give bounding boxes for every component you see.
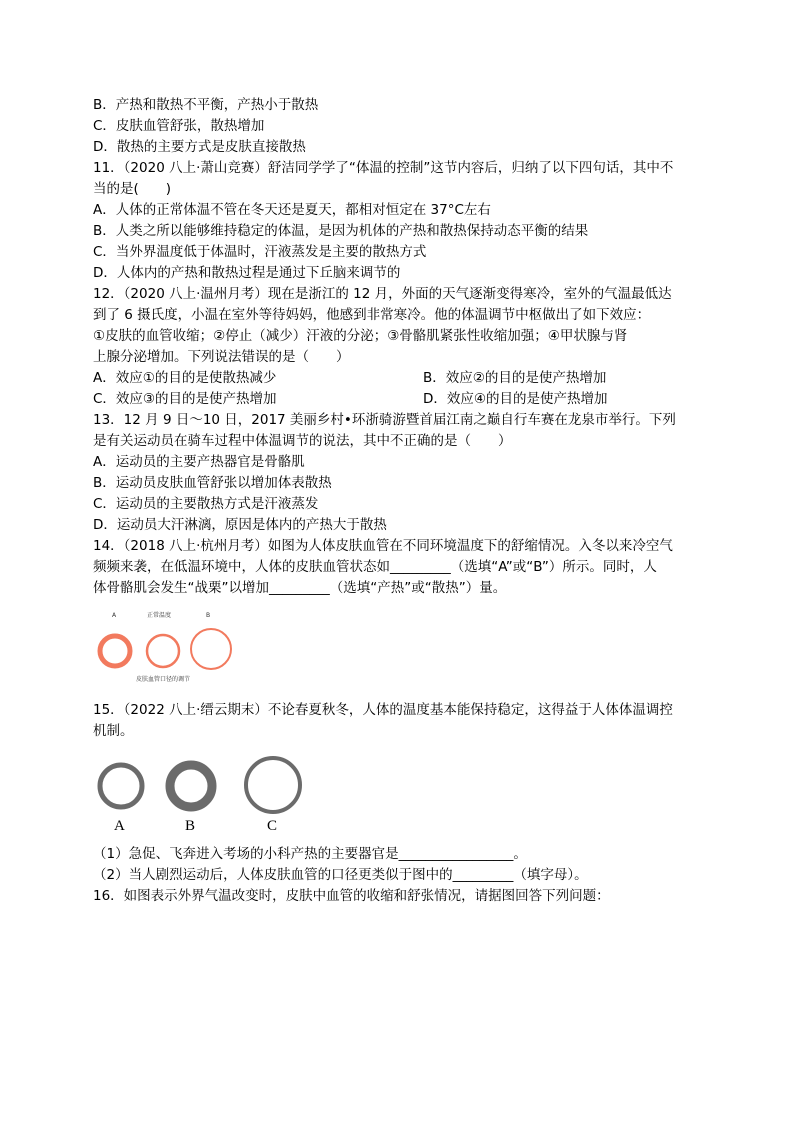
q13-stem-line1: 13．12 月 9 日～10 日，2017 美丽乡村•环浙骑游暨首届江南之巅自行车赛在龙泉市举行。下列 (93, 412, 676, 428)
q11-option-c: C．当外界温度低于体温时，汗液蒸发是主要的散热方式 (93, 244, 427, 260)
q15-stem-line2: 机制。 (93, 723, 134, 739)
q10-option-c: C．皮肤血管舒张，散热增加 (93, 118, 265, 134)
constricted-vessel-ring (100, 636, 130, 666)
q13-option-a: A．运动员的主要产热器官是骨骼肌 (93, 454, 305, 470)
q12-options-row1 (93, 368, 705, 389)
vessel-ring-b (170, 765, 212, 807)
q14-stem-line2: 频频来袭，在低温环境中，人体的皮肤血管状态如_________（选填“A”或“B”）所示。同时，人 (93, 559, 657, 575)
dilated-vessel-ring (191, 629, 231, 669)
q16-stem: 16．如图表示外界气温改变时，皮肤中血管的收缩和舒张情况，请据图回答下列问题： (93, 888, 610, 904)
q10-option-b: B．产热和散热不平衡，产热小于散热 (93, 97, 319, 113)
q12-option-b: B．效应②的目的是使产热增加 (423, 370, 607, 386)
q14-stem-line3: 体骨骼肌会发生“战栗”以增加_________（选填“产热”或“散热”）量。 (93, 580, 507, 596)
vessel-label-a: A (114, 818, 125, 834)
q12-option-c: C．效应③的目的是使产热增加 (93, 391, 277, 407)
q13-stem-line2: 是有关运动员在骑车过程中体温调节的说法，其中不正确的是（ ） (93, 433, 512, 449)
q12-option-d: D．效应④的目的是使产热增加 (423, 391, 608, 407)
q13-option-c: C．运动员的主要散热方式是汗液蒸发 (93, 496, 319, 512)
q11-stem-line1: 11．（2020 八上·萧山竞赛）舒洁同学学了“体温的控制”这节内容后，归纳了以下四句话，其中不 (93, 160, 674, 176)
figure-label-normal: 正常温度 (147, 612, 172, 619)
blood-vessel-diameter-figure (93, 608, 243, 690)
figure-caption: 皮肤血管口径的调节 (136, 676, 191, 683)
q12-stem-line2: 到了 6 摄氏度，小温在室外等待妈妈，他感到非常寒冷。他的体温调节中枢做出了如下效应： (93, 307, 651, 323)
q12-stem-line1: 12．（2020 八上·温州月考）现在是浙江的 12 月，外面的天气逐渐变得寒冷，室外的气温最低达 (93, 286, 672, 302)
figure-label-b: B (206, 612, 211, 619)
vessel-ring-c (246, 758, 300, 812)
figure-label-a: A (112, 612, 117, 619)
q12-stem-line3: ①皮肤的血管收缩；②停止（减少）汗液的分泌；③骨骼肌紧张性收缩加强；④甲状腺与肾 (93, 328, 628, 344)
q13-option-b: B．运动员皮肤血管舒张以增加体表散热 (93, 475, 332, 491)
q11-stem-line2: 当的是( ) (93, 181, 172, 197)
q11-option-d: D．人体内的产热和散热过程是通过下丘脑来调节的 (93, 265, 401, 281)
q12-stem-line4: 上腺分泌增加。下列说法错误的是（ ） (93, 349, 350, 365)
q15-sub2: （2）当人剧烈运动后，人体皮肤血管的口径更类似于图中的_________（填字母）。 (93, 867, 588, 883)
q11-option-b: B．人类之所以能够维持稳定的体温，是因为机体的产热和散热保持动态平衡的结果 (93, 223, 589, 239)
q13-option-d: D．运动员大汗淋漓，原因是体内的产热大于散热 (93, 517, 387, 533)
q12-option-a: A．效应①的目的是使散热减少 (93, 370, 277, 386)
q14-stem-line1: 14．（2018 八上·杭州月考）如图为人体皮肤血管在不同环境温度下的舒缩情况。入冬以来冷空气 (93, 538, 673, 554)
q12-options-row2 (93, 389, 705, 410)
q10-option-d: D．散热的主要方式是皮肤直接散热 (93, 139, 306, 155)
q15-stem-line1: 15．（2022 八上·缙云期末）不论春夏秋冬，人体的温度基本能保持稳定，这得益于人体体温调控 (93, 702, 673, 718)
q15-sub1: （1）急促、飞奔进入考场的小科产热的主要器官是_________________。 (93, 846, 527, 862)
vessel-label-b: B (185, 818, 196, 834)
vessel-abc-figure (93, 748, 313, 838)
q11-option-a: A．人体的正常体温不管在冬天还是夏天，都相对恒定在 37°C左右 (93, 202, 491, 218)
normal-vessel-ring (147, 635, 179, 667)
vessel-label-c: C (267, 818, 278, 834)
vessel-ring-a (100, 765, 142, 807)
